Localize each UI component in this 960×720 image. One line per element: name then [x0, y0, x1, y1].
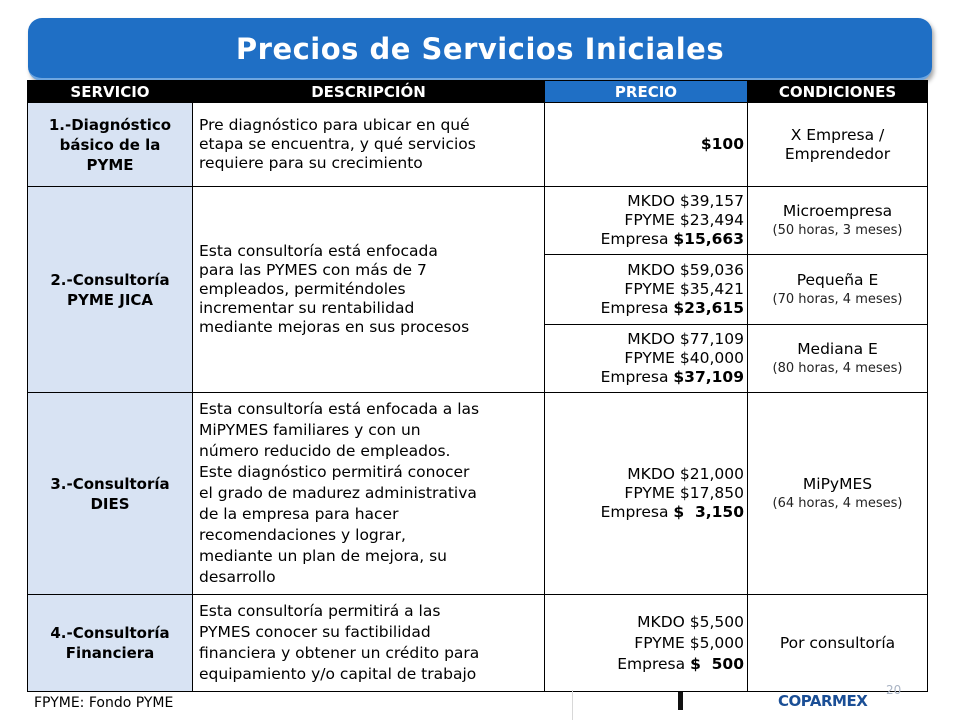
description-line: de la empresa para hacer	[199, 505, 399, 523]
table-row	[28, 103, 928, 187]
price-empresa	[548, 368, 744, 387]
description-line: requiere para su crecimiento	[199, 154, 423, 172]
condition-line: Mediana E	[797, 339, 878, 358]
description-line: equipamiento y/o capital de trabajo	[199, 665, 477, 683]
description-line: incrementar su rentabilidad	[199, 299, 415, 317]
description-cell	[193, 103, 545, 187]
price-cell	[545, 103, 748, 187]
service-cell	[28, 595, 193, 692]
description-line: para las PYMES con más de 7	[199, 261, 427, 279]
description-line: desarrollo	[199, 568, 276, 586]
condition-cell	[748, 187, 928, 255]
price-cell	[545, 595, 748, 692]
price-cell	[545, 187, 748, 255]
price-cell	[545, 325, 748, 393]
condition-detail: (70 horas, 4 meses)	[772, 291, 903, 307]
description-line: recomendaciones y lograr,	[199, 526, 406, 544]
price-empresa	[548, 654, 744, 675]
divider	[572, 690, 573, 720]
condition-line: Emprendedor	[784, 144, 891, 163]
description-cell	[193, 595, 545, 692]
condition-line: Pequeña E	[796, 270, 879, 289]
service-line: Financiera	[65, 644, 155, 662]
empresa-value: $37,109	[673, 368, 744, 386]
description-line: Este diagnóstico permitirá conocer	[199, 463, 470, 481]
description-line: Esta consultoría está enfocada	[199, 242, 438, 260]
header-condiciones: CONDICIONES	[748, 81, 928, 103]
price-value: $100	[700, 135, 744, 153]
service-line: 3.-Consultoría	[50, 474, 170, 493]
description-line: PYMES conocer su factibilidad	[199, 623, 431, 641]
service-line: 4.-Consultoría	[50, 624, 170, 642]
description-cell	[193, 187, 545, 393]
empresa-label: Empresa	[617, 654, 691, 673]
header-row	[28, 81, 928, 103]
condition-line: MiPyMES	[802, 474, 873, 493]
description-line: etapa se encuentra, y qué servicios	[199, 135, 476, 153]
header-precio: PRECIO	[545, 81, 748, 103]
price-mkdo: MKDO $5,500	[637, 612, 744, 631]
price-mkdo: MKDO $77,109	[627, 330, 744, 348]
service-line: PYME JICA	[66, 290, 154, 309]
empresa-value: $ 3,150	[673, 503, 744, 521]
description-line: mediante un plan de mejora, su	[199, 547, 447, 565]
description-line: Esta consultoría está enfocada a las	[199, 400, 480, 418]
service-line: PYME	[86, 155, 134, 174]
title-banner	[28, 18, 932, 81]
footnote: FPYME: Fondo PYME	[34, 695, 174, 711]
price-fpyme: FPYME $17,850	[624, 484, 744, 502]
coparmex-logo: COPARMEX	[778, 692, 868, 710]
service-cell	[28, 103, 193, 187]
description-line: mediante mejoras en sus procesos	[199, 318, 470, 336]
service-cell	[28, 393, 193, 595]
price-empresa	[548, 299, 744, 318]
condition-cell	[748, 103, 928, 187]
price-mkdo: MKDO $39,157	[627, 192, 744, 210]
description-cell	[193, 393, 545, 595]
condition-detail: (64 horas, 4 meses)	[772, 495, 903, 511]
decorative-mark	[678, 692, 683, 710]
price-empresa	[548, 230, 744, 249]
service-line: básico de la	[59, 135, 161, 154]
table-row	[28, 187, 928, 255]
empresa-value: $15,663	[673, 230, 744, 248]
page-number: 20	[886, 683, 902, 697]
condition-detail: (50 horas, 3 meses)	[772, 222, 903, 238]
condition-detail: (80 horas, 4 meses)	[772, 360, 903, 376]
price-empresa	[548, 503, 744, 522]
service-cell	[28, 187, 193, 393]
description-line: número reducido de empleados.	[199, 442, 451, 460]
price-fpyme: FPYME $23,494	[624, 211, 744, 229]
price-mkdo: MKDO $59,036	[627, 261, 744, 279]
condition-cell	[748, 393, 928, 595]
header-descripcion: DESCRIPCIÓN	[193, 81, 545, 103]
condition-cell	[748, 595, 928, 692]
condition-cell	[748, 255, 928, 325]
condition-line: Por consultoría	[779, 633, 896, 652]
service-line: DIES	[90, 494, 130, 513]
table-row	[28, 595, 928, 692]
pricing-table	[27, 80, 928, 692]
price-fpyme: FPYME $40,000	[624, 349, 744, 367]
price-fpyme: FPYME $5,000	[634, 633, 744, 652]
condition-line: X Empresa /	[790, 125, 885, 144]
price-cell	[545, 393, 748, 595]
condition-cell	[748, 325, 928, 393]
description-line: financiera y obtener un crédito para	[199, 644, 480, 662]
service-line: 2.-Consultoría	[50, 270, 170, 289]
description-line: Pre diagnóstico para ubicar en qué	[199, 116, 470, 134]
table-row	[28, 393, 928, 595]
description-line: Esta consultoría permitirá a las	[199, 602, 441, 620]
empresa-label: Empresa	[600, 230, 674, 248]
description-line: empleados, permiténdoles	[199, 280, 406, 298]
price-fpyme: FPYME $35,421	[624, 280, 744, 298]
empresa-value: $23,615	[673, 299, 744, 317]
empresa-label: Empresa	[600, 299, 674, 317]
empresa-label: Empresa	[600, 503, 674, 521]
price-cell	[545, 255, 748, 325]
header-servicio: SERVICIO	[28, 81, 193, 103]
condition-line: Microempresa	[782, 201, 893, 220]
price-mkdo: MKDO $21,000	[627, 465, 744, 483]
empresa-label: Empresa	[600, 368, 674, 386]
description-line: MiPYMES familiares y con un	[199, 421, 421, 439]
service-line: 1.-Diagnóstico	[48, 115, 172, 134]
empresa-value: $ 500	[690, 654, 744, 673]
page-title: Precios de Servicios Iniciales	[235, 32, 725, 66]
description-line: el grado de madurez administrativa	[199, 484, 477, 502]
